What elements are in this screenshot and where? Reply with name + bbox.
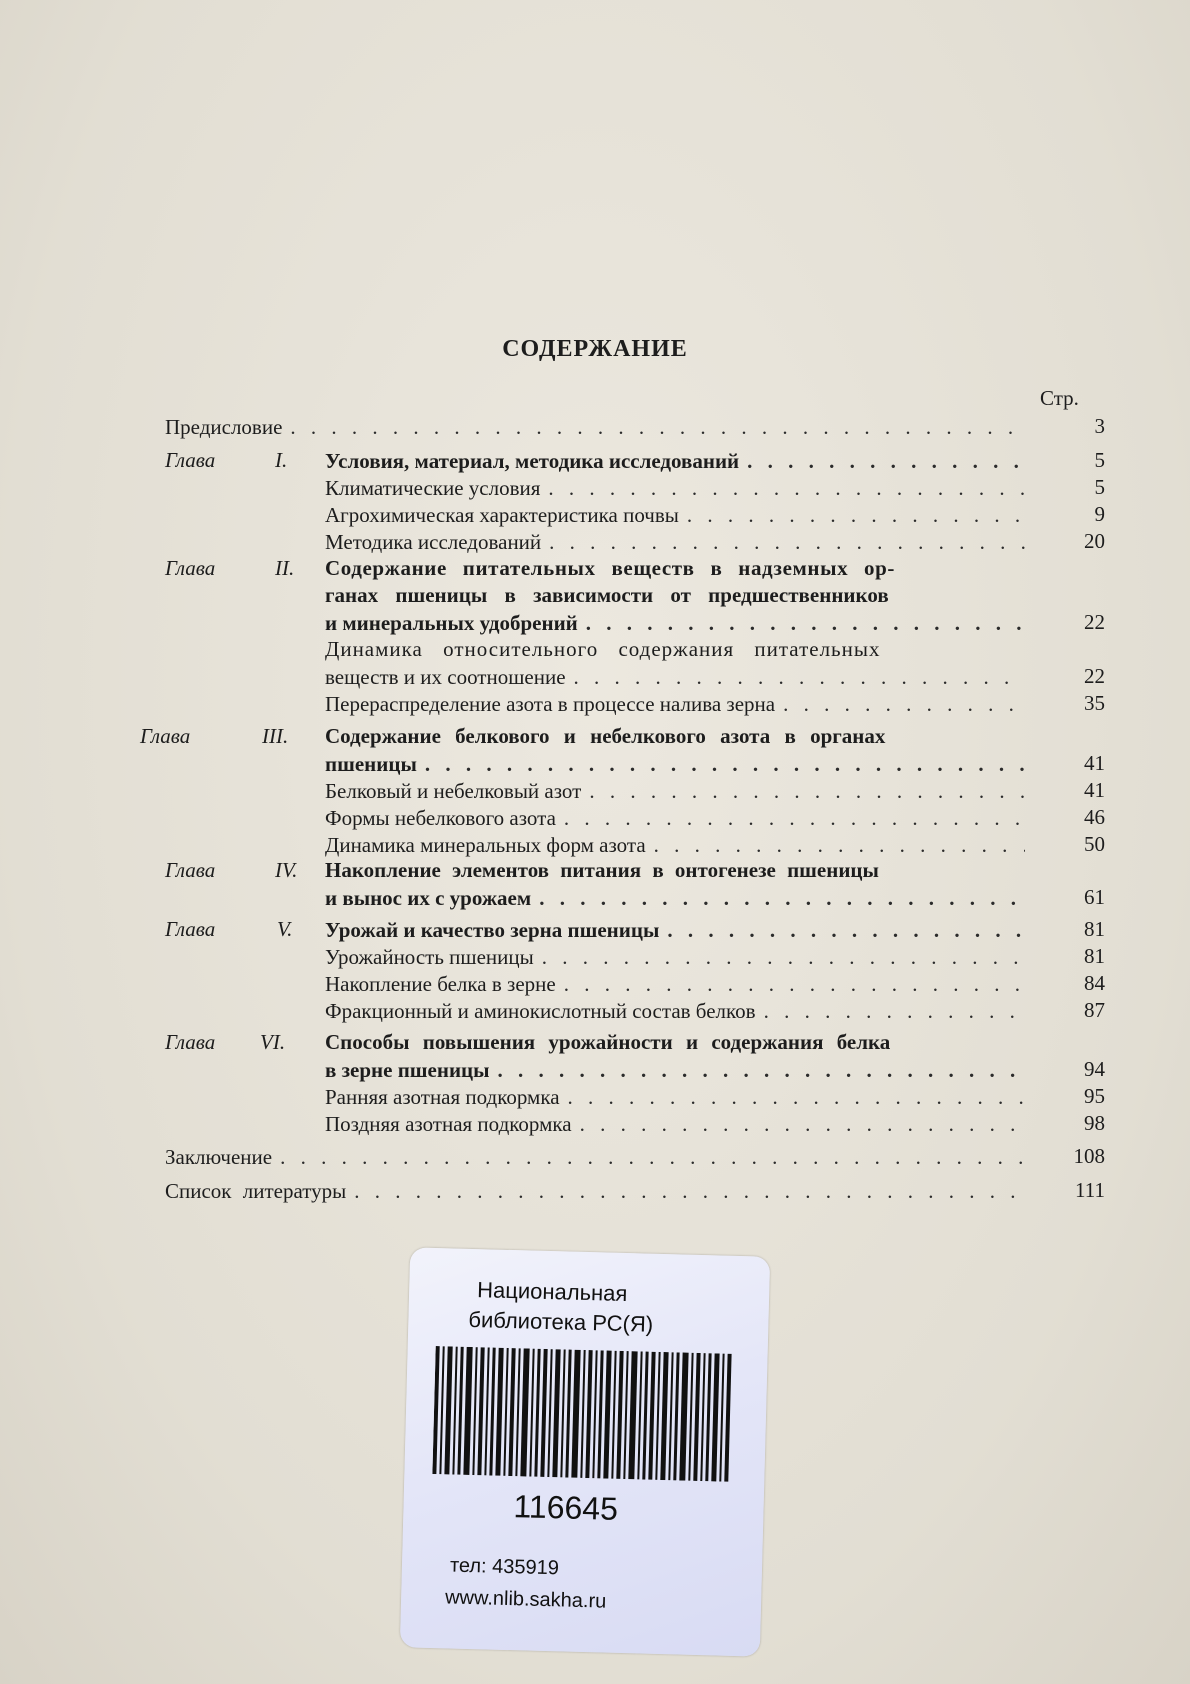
toc-chapter-3-title-line2: пшеницы . . . (325, 751, 1025, 778)
toc-sub-2-1-line2: веществ и их соотношение . . . (325, 664, 1025, 691)
toc-page-preface: 3 (1094, 414, 1105, 438)
toc-chapter-2-title-line3: и минеральных удобрений . . . (325, 610, 1025, 637)
toc-chapter-2-title-line1: Содержание питательных веществ в надземных ор- (325, 556, 896, 580)
toc-entry-references: Список литературы . . . (165, 1178, 1025, 1205)
toc-sub-1-2: Агрохимическая характеристика почвы . . . (325, 502, 1025, 529)
toc-page-sub-3-1: 41 (1084, 778, 1105, 802)
page-column-label: Стр. (1040, 386, 1079, 410)
toc-sub-5-1: Урожайность пшеницы . . . (325, 944, 1025, 971)
library-website: www.nlib.sakha.ru (444, 1586, 607, 1613)
toc-page-sub-2-2: 35 (1084, 691, 1105, 715)
toc-page-sub-5-2: 84 (1084, 971, 1105, 995)
toc-chapter-5-title: Урожай и качество зерна пшеницы . . . (325, 917, 1025, 944)
toc-page-sub-5-1: 81 (1084, 944, 1105, 968)
toc-sub-3-1: Белковый и небелковый азот . . . (325, 778, 1025, 805)
toc-page-references: 111 (1075, 1178, 1105, 1202)
toc-page-sub-5-3: 87 (1084, 998, 1105, 1022)
toc-chapter-1-title: Условия, материал, методика исследований . . . (325, 448, 1025, 475)
chapter-label-3: Глава III. (140, 724, 289, 748)
toc-page-ch3: 41 (1084, 751, 1105, 775)
toc-sub-3-2: Формы небелкового азота . . . (325, 805, 1025, 832)
toc-sub-1-3: Методика исследований . . . (325, 529, 1025, 556)
toc-sub-3-3: Динамика минеральных форм азота . . . (325, 832, 1025, 859)
toc-chapter-6-title-line2: в зерне пшеницы . . . (325, 1057, 1025, 1084)
toc-entry-preface: Предисловие . . . (165, 414, 1025, 441)
toc-chapter-3-title-line1: Содержание белкового и небелкового азота в органах (325, 724, 886, 748)
toc-chapter-6-title-line1: Способы повышения урожайности и содержания белка (325, 1030, 891, 1054)
chapter-label-2: Глава II. (165, 556, 295, 580)
toc-page-ch1: 5 (1094, 448, 1105, 472)
toc-entry-conclusion: Заключение . . . (165, 1144, 1025, 1171)
toc-sub-5-2: Накопление белка в зерне . . . (325, 971, 1025, 998)
toc-page-sub-3-2: 46 (1084, 805, 1105, 829)
chapter-label-5: Глава V. (165, 917, 293, 941)
toc-page-sub-6-2: 98 (1084, 1111, 1105, 1135)
toc-chapter-4-title-line1: Накопление элементов питания в онтогенезе пшеницы (325, 858, 879, 882)
toc-page-conclusion: 108 (1073, 1144, 1105, 1168)
chapter-label-6: Глава VI. (165, 1030, 286, 1054)
barcode-icon (432, 1346, 735, 1482)
toc-sub-6-2: Поздняя азотная подкормка . . . (325, 1111, 1025, 1138)
toc-sub-2-1-line1: Динамика относительного содержания питательных (325, 637, 881, 661)
library-name-line1: Национальная (476, 1277, 628, 1307)
chapter-label-1: Глава I. (165, 448, 288, 472)
toc-page-ch2: 22 (1084, 610, 1105, 634)
barcode-number: 116645 (513, 1488, 619, 1527)
chapter-label-4: Глава IV. (165, 858, 298, 882)
library-phone: тел: 435919 (449, 1554, 560, 1580)
toc-page-sub-1-3: 20 (1084, 529, 1105, 553)
toc-chapter-2-title-line2: ганах пшеницы в зависимости от предшественников (325, 583, 889, 607)
toc-page-sub-1-1: 5 (1094, 475, 1105, 499)
toc-sub-1-1: Климатические условия . . . (325, 475, 1025, 502)
toc-chapter-4-title-line2: и вынос их с урожаем . . . (325, 885, 1025, 912)
toc-page-sub-3-3: 50 (1084, 832, 1105, 856)
toc-sub-5-3: Фракционный и аминокислотный состав белков . . . (325, 998, 1025, 1025)
toc-sub-2-2: Перераспределение азота в процессе налива зерна . . . (325, 691, 1025, 718)
toc-page-sub-2-1: 22 (1084, 664, 1105, 688)
page-title: СОДЕРЖАНИЕ (502, 336, 688, 362)
toc-page-ch4: 61 (1084, 885, 1105, 909)
toc-page-sub-6-1: 95 (1084, 1084, 1105, 1108)
toc-page-ch6: 94 (1084, 1057, 1105, 1081)
toc-sub-6-1: Ранняя азотная подкормка . . . (325, 1084, 1025, 1111)
toc-page-sub-1-2: 9 (1094, 502, 1105, 526)
library-name-line2: библиотека РС(Я) (468, 1306, 654, 1337)
library-sticker (400, 1247, 770, 1656)
toc-page-ch5: 81 (1084, 917, 1105, 941)
